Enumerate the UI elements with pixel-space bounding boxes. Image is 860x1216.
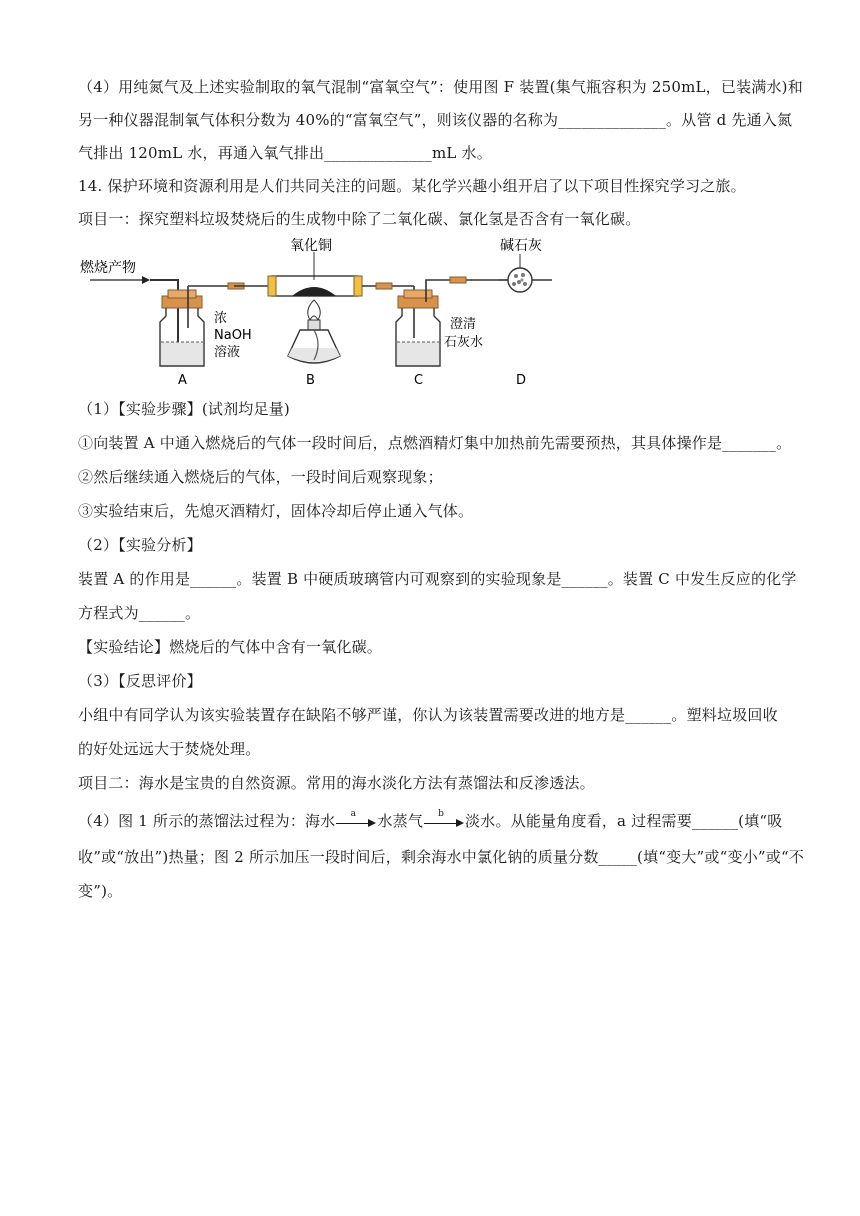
step-1: ①向装置 A 中通入燃烧后的气体一段时间后，点燃酒精灯集中加热前先需要预热，其具体操作是_______。 <box>78 434 792 452</box>
q14-intro: 14. 保护环境和资源利用是人们共同关注的问题。某化学兴趣小组开启了以下项目性探究学习之旅。 <box>78 177 746 195</box>
cuo-label: 氧化铜 <box>290 238 332 254</box>
label-b: B <box>306 373 315 388</box>
a-reagent-1: 浓 <box>214 311 228 326</box>
analysis-line2: 方程式为______。 <box>78 604 201 622</box>
arrow-b-label: b <box>438 809 445 819</box>
label-a: A <box>178 373 187 388</box>
apparatus-figure <box>78 238 558 388</box>
reflect-line1: 小组中有同学认为该实验装置存在缺陷不够严谨，你认为该装置需要改进的地方是______。塑料垃圾回收 <box>78 706 778 724</box>
q13-4-line3: 气排出 120mL 水，再通入氧气排出______________mL 水。 <box>78 144 492 162</box>
analysis-line1: 装置 A 的作用是______。装置 B 中硬质玻璃管内可观察到的实验现象是______。装置 C 中发生反应的化学 <box>78 570 797 588</box>
hard-glass-tube-b <box>268 252 362 296</box>
bottle-c <box>396 280 498 366</box>
step-2: ②然后继续通入燃烧后的气体，一段时间后观察现象； <box>78 468 443 486</box>
arrow-a-label: a <box>350 809 357 819</box>
alcohol-lamp <box>288 300 340 363</box>
label-d: D <box>516 373 527 388</box>
arrow-b-icon <box>424 809 464 829</box>
q4-line2: 收”或“放出”)热量；图 2 所示加压一段时间后，剩余海水中氯化钠的质量分数_____(填“变大”或“变小”或“不 <box>78 848 805 866</box>
project2-heading: 项目二：海水是宝贵的自然资源。常用的海水淡化方法有蒸馏法和反渗透法。 <box>78 774 595 792</box>
q4-line1 <box>78 810 786 832</box>
conclusion: 【实验结论】燃烧后的气体中含有一氧化碳。 <box>78 638 383 656</box>
q13-4-line1: （4）用纯氮气及上述实验制取的氧气混制“富氧空气”：使用图 F 装置(集气瓶容积为 250mL，已装满水)和 <box>78 78 803 96</box>
c-reagent-1: 澄清 <box>450 317 477 332</box>
label-c: C <box>414 373 424 388</box>
reflect-line2: 的好处远远大于焚烧处理。 <box>78 740 261 758</box>
inlet-label: 燃烧产物 <box>80 260 136 276</box>
a-reagent-3: 溶液 <box>214 345 241 360</box>
project1-heading: 项目一：探究塑料垃圾焚烧后的生成物中除了二氧化碳、氯化氢是否含有一氧化碳。 <box>78 210 641 228</box>
analysis-heading: （2）【实验分析】 <box>78 536 202 554</box>
q4-mid: 水蒸气 <box>377 812 424 830</box>
soda-lime-label: 碱石灰 <box>500 238 542 254</box>
step-heading: （1）【实验步骤】(试剂均足量) <box>78 400 290 418</box>
q4-pre: （4）图 1 所示的蒸馏法过程为：海水 <box>78 812 336 830</box>
q13-4-line2: 另一种仪器混制氧气体积分数为 40%的“富氧空气”，则该仪器的名称为______________。从管 d 先通入氮 <box>78 111 793 129</box>
arrow-a-icon <box>336 809 376 829</box>
reflect-heading: （3）【反思评价】 <box>78 672 202 690</box>
inlet-arrow-head-icon <box>142 276 150 284</box>
q4-line3: 变”)。 <box>78 882 123 900</box>
step-3: ③实验结束后，先熄灭酒精灯，固体冷却后停止通入气体。 <box>78 502 474 520</box>
c-reagent-2: 石灰水 <box>444 335 484 350</box>
q4-post: 淡水。从能量角度看，a 过程需要______(填“吸 <box>465 812 783 830</box>
drying-tube-d <box>450 254 552 292</box>
a-reagent-2: NaOH <box>214 328 252 343</box>
